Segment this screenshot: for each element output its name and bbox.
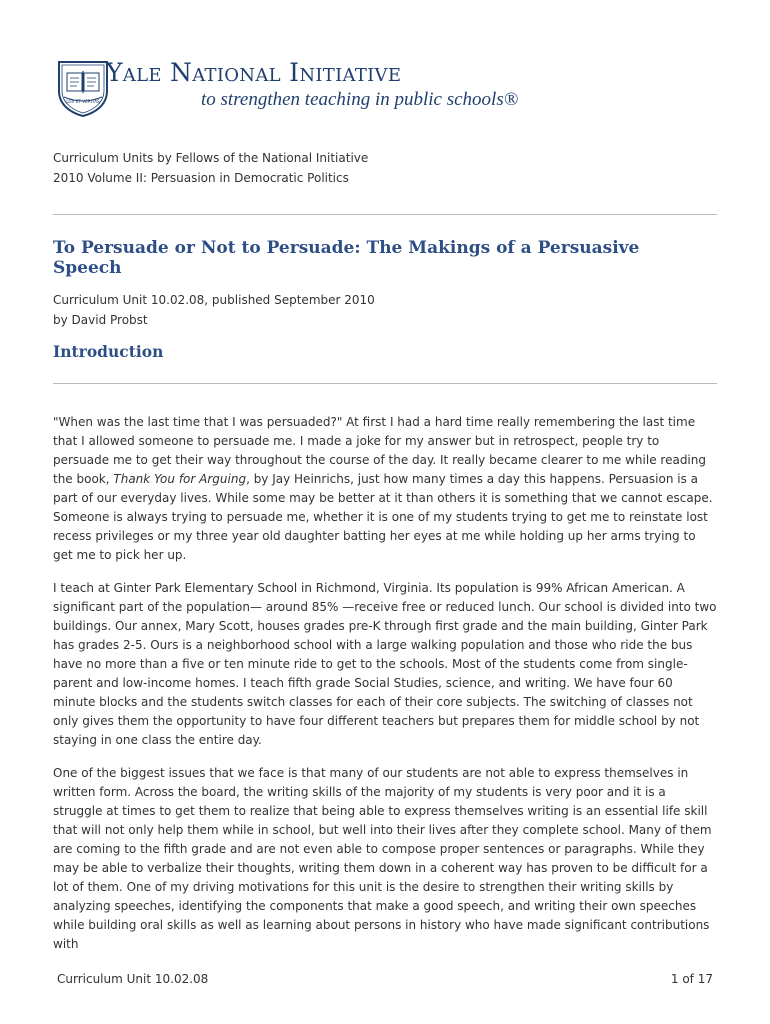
author-byline: by David Probst — [53, 313, 148, 327]
series-label: Curriculum Units by Fellows of the National Initiative — [53, 151, 369, 165]
body-text — [53, 413, 717, 968]
brand-tagline: to strengthen teaching in public schools® — [201, 89, 519, 110]
site-header — [55, 56, 525, 120]
section-heading: Introduction — [53, 342, 164, 361]
paragraph-text: , by Jay Heinrichs, just how many times a day this happens. Persuasion is a part of our everyday lives. While some may be better at it than others it is something that we cannot escape. Someone is always trying to persuade me, whether it is one of my students trying to get me to reinstate lost recess privileges or my three year old daughter batting her eyes at me while holding up her arms trying to get me to pick her up. — [53, 472, 713, 562]
divider — [53, 214, 717, 215]
brand-title: Yale National Initiative — [106, 58, 402, 87]
volume-label: 2010 Volume II: Persuasion in Democratic Politics — [53, 171, 349, 185]
document-title: To Persuade or Not to Persuade: The Makings of a Persuasive Speech — [53, 238, 640, 278]
unit-info: Curriculum Unit 10.02.08, published September 2010 — [53, 293, 375, 307]
page-number: 1 of 17 — [670, 972, 713, 986]
book-title: Thank You for Arguing — [113, 472, 247, 486]
paragraph — [53, 413, 717, 565]
paragraph: One of the biggest issues that we face is that many of our students are not able to express themselves in written form. Across the board, the writing skills of the majority of my students is very poor and it is a struggle at times to get them to realize that being able to express themselves writing is an essential life skill that will not only help them while in school, but well into their lives after they complete school. Many of them are coming to the fifth grade and are not even able to compose proper sentences or paragraphs. While they may be able to verbalize their thoughts, writing them down in a coherent way has proven to be difficult for a lot of them. One of my driving motivations for this unit is the desire to strengthen their writing skills by analyzing speeches, identifying the components that make a good speech, and writing their own speeches while building oral skills as well as learning about persons in history who have made significant contributions with — [53, 766, 712, 951]
divider — [53, 383, 717, 384]
yale-seal-icon — [55, 59, 111, 117]
footer-unit-label: Curriculum Unit 10.02.08 — [57, 972, 209, 986]
paragraph-text: "When was the last time that I was persuaded?" At first I had a hard time really remembering the last time that I allowed someone to persuade me. I made a joke for my answer but in retrospect, people try to persuade me to get their way throughout the course of the day. It really became clearer to me while reading the book, — [53, 415, 706, 486]
seal-motto: LUX ET VERITAS — [66, 99, 100, 104]
paragraph: I teach at Ginter Park Elementary School in Richmond, Virginia. Its population is 99% African American. A significant part of the population— around 85% —receive free or reduced lunch. Our school is divided into two buildings. Our annex, Mary Scott, houses grades pre-K through first grade and the main building, Ginter Park has grades 2-5. Ours is a neighborhood school with a large walking population and those who ride the bus have no more than a five or ten minute ride to get to the schools. Most of the students come from single-parent and low-income homes. I teach fifth grade Social Studies, science, and writing. We have four 60 minute blocks and the students switch classes for each of their core subjects. The switching of classes not only gives them the opportunity to have four different teachers but prepares them for middle school by not staying in one class the entire day. — [53, 581, 717, 747]
